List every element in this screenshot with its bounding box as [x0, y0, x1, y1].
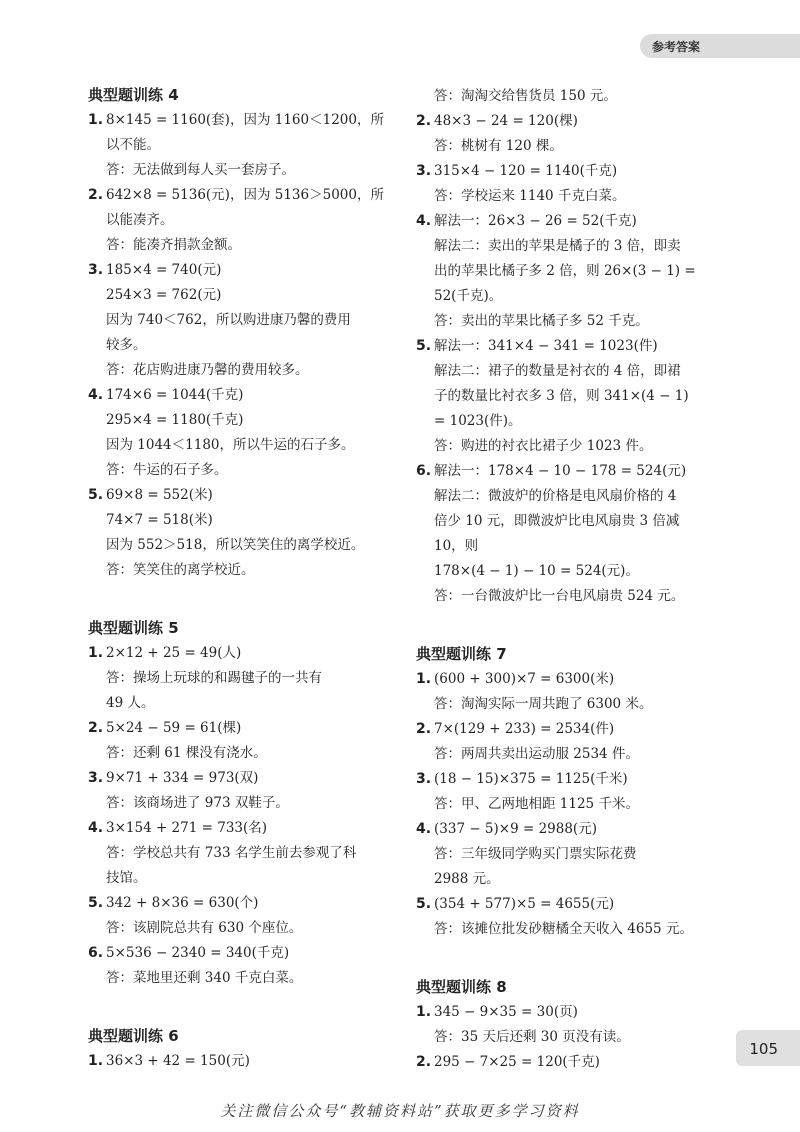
section-5-items: [88, 641, 408, 991]
list-item: [88, 483, 408, 583]
answer-line: 因为 552＞518，所以笑笑住的离学校近。: [106, 537, 365, 553]
answer-line: 7×(129 + 233) = 2534(件): [434, 721, 615, 737]
answer-line: 答：淘淘实际一周共跑了 6300 米。: [434, 696, 653, 712]
right-column: [416, 84, 736, 1075]
answer-line: 技馆。: [106, 870, 147, 886]
answer-line: 以不能。: [106, 137, 160, 153]
answer-line: 答：牛运的石子多。: [106, 462, 228, 478]
answer-line: 185×4 = 740(元): [106, 262, 222, 278]
answer-line: 解法二：裙子的数量是衬衣的 4 倍，即裙: [434, 363, 681, 379]
answer-line: 52(千克)。: [434, 288, 503, 304]
footer-note: 关注微信公众号“教辅资料站”获取更多学习资料: [220, 1102, 580, 1120]
answer-line: 642×8 = 5136(元)，因为 5136＞5000，所: [106, 187, 384, 203]
item-number: 3.: [416, 163, 432, 179]
list-item: [416, 334, 736, 459]
answer-line: 答：甲、乙两地相距 1125 千米。: [434, 796, 639, 812]
item-number: 6.: [88, 945, 104, 961]
list-item: [416, 767, 736, 817]
item-number: 3.: [416, 771, 432, 787]
answer-line: 答：三年级同学购买门票实际花费: [434, 846, 637, 862]
answer-line: 69×8 = 552(米): [106, 487, 213, 503]
answer-line: 答：能凑齐捐款金额。: [106, 237, 241, 253]
answer-line: 答：操场上玩球的和踢毽子的一共有: [106, 670, 322, 686]
answer-line: 解法一：341×4 − 341 = 1023(件): [434, 338, 658, 354]
list-item: [416, 159, 736, 209]
item-number: 5.: [88, 487, 104, 503]
answer-line: 答：淘淘交给售货员 150 元。: [434, 88, 617, 104]
answer-line: 子的数量比衬衣多 3 倍，则 341×(4 − 1): [434, 388, 689, 404]
answer-line: 5×536 − 2340 = 340(千克): [106, 945, 290, 961]
list-item: [416, 1050, 736, 1075]
answer-line: 答：桃树有 120 棵。: [434, 138, 563, 154]
answer-line: 3×154 + 271 = 733(名): [106, 820, 268, 836]
item-number: 5.: [416, 338, 432, 354]
list-item: [88, 183, 408, 258]
list-item: [416, 1000, 736, 1050]
answer-line: (18 − 15)×375 = 1125(千米): [434, 771, 628, 787]
list-item: [416, 817, 736, 892]
answer-line: 解法一：26×3 − 26 = 52(千克): [434, 213, 637, 229]
section-title-5: 典型题训练 5: [88, 619, 179, 637]
answer-line: 74×7 = 518(米): [106, 512, 213, 528]
section-8-items: [416, 1000, 736, 1075]
list-item: [88, 766, 408, 816]
list-item: [416, 667, 736, 717]
item-number: 4.: [416, 213, 432, 229]
answer-line: 因为 740＜762，所以购进康乃馨的费用: [106, 312, 351, 328]
answer-line: 答：该剧院总共有 630 个座位。: [106, 920, 303, 936]
item-number: 4.: [88, 820, 104, 836]
answer-line: (337 − 5)×9 = 2988(元): [434, 821, 597, 837]
list-item: [88, 108, 408, 183]
answer-line: 178×(4 − 1) − 10 = 524(元)。: [434, 563, 639, 579]
answer-line: 答：该商场进了 973 双鞋子。: [106, 795, 289, 811]
answer-line: 倍少 10 元，即微波炉比电风扇贵 3 倍减: [434, 513, 680, 529]
section-title-6: 典型题训练 6: [88, 1027, 179, 1045]
answer-line: (354 + 577)×5 = 4655(元): [434, 896, 615, 912]
list-item: [88, 641, 408, 716]
section-title-4: 典型题训练 4: [88, 86, 179, 104]
item-number: 5.: [88, 895, 104, 911]
list-item: [88, 258, 408, 383]
item-number: 1.: [88, 645, 104, 661]
answer-line: 因为 1044＜1180，所以牛运的石子多。: [106, 437, 355, 453]
answer-line: 答：学校运来 1140 千克白菜。: [434, 188, 626, 204]
item-number: 1.: [416, 671, 432, 687]
answer-line: 答：35 天后还剩 30 页没有读。: [434, 1029, 630, 1045]
answer-line: 2×12 + 25 = 49(人): [106, 645, 242, 661]
answer-line: 10，则: [434, 538, 479, 554]
answer-line: 解法一：178×4 − 10 − 178 = 524(元): [434, 463, 687, 479]
answer-line: 答：购进的衬衣比裙子少 1023 件。: [434, 438, 653, 454]
answer-line: (600 + 300)×7 = 6300(米): [434, 671, 615, 687]
list-item: [88, 1049, 408, 1074]
page-header: 参考答案: [652, 40, 701, 54]
list-item: [416, 209, 736, 334]
answer-line: 出的苹果比橘子多 2 倍，则 26×(3 − 1) =: [434, 263, 696, 279]
item-number: 1.: [88, 1053, 104, 1069]
answer-line: 解法二：卖出的苹果是橘子的 3 倍，即卖: [434, 238, 681, 254]
section-7-items: [416, 667, 736, 942]
answer-line: 5×24 − 59 = 61(棵): [106, 720, 242, 736]
item-number: 2.: [88, 720, 104, 736]
item-number: 1.: [88, 112, 104, 128]
answer-line: 315×4 − 120 = 1140(千克): [434, 163, 618, 179]
section-6-items-right: [416, 109, 736, 609]
list-item: [88, 891, 408, 941]
item-number: 1.: [416, 1004, 432, 1020]
item-number: 2.: [416, 113, 432, 129]
answer-line: 48×3 − 24 = 120(棵): [434, 113, 578, 129]
list-item: [88, 941, 408, 991]
answer-line: 答：学校总共有 733 名学生前去参观了科: [106, 845, 357, 861]
answer-line: = 1023(件)。: [434, 413, 522, 429]
list-item: [88, 383, 408, 483]
answer-line: 解法二：微波炉的价格是电风扇价格的 4: [434, 488, 677, 504]
answer-line: 36×3 + 42 = 150(元): [106, 1053, 250, 1069]
answer-line: 答：两周共卖出运动服 2534 件。: [434, 746, 639, 762]
answer-line: 2988 元。: [434, 871, 500, 887]
item-number: 2.: [88, 187, 104, 203]
answer-line: 答：还剩 61 棵没有浇水。: [106, 745, 267, 761]
answer-line: 答：一台微波炉比一台电风扇贵 524 元。: [434, 588, 685, 604]
list-item: [416, 459, 736, 609]
answer-line: 答：花店购进康乃馨的费用较多。: [106, 362, 309, 378]
item-number: 4.: [88, 387, 104, 403]
answer-line: 答：笑笑住的离学校近。: [106, 562, 255, 578]
item-number: 2.: [416, 1054, 432, 1070]
answer-line: 以能凑齐。: [106, 212, 174, 228]
item-number: 2.: [416, 721, 432, 737]
section-title-8: 典型题训练 8: [416, 978, 507, 996]
section-title-7: 典型题训练 7: [416, 645, 507, 663]
list-item: [88, 816, 408, 891]
answer-line: 答：卖出的苹果比橘子多 52 千克。: [434, 313, 649, 329]
answer-line: 295 − 7×25 = 120(千克): [434, 1054, 600, 1070]
answer-line: 254×3 = 762(元): [106, 287, 222, 303]
answer-line: 9×71 + 334 = 973(双): [106, 770, 259, 786]
section-6-items-left: [88, 1049, 408, 1074]
answer-line: 答：该摊位批发砂糖橘全天收入 4655 元。: [434, 921, 693, 937]
answer-line: 较多。: [106, 337, 147, 353]
answer-line: 174×6 = 1044(千克): [106, 387, 244, 403]
item-number: 3.: [88, 770, 104, 786]
section-4-items: [88, 108, 408, 583]
answer-line: 答：无法做到每人买一套房子。: [106, 162, 295, 178]
item-number: 3.: [88, 262, 104, 278]
list-item: [88, 716, 408, 766]
left-column: [88, 80, 408, 1074]
answer-line: 342 + 8×36 = 630(个): [106, 895, 259, 911]
item-number: 5.: [416, 896, 432, 912]
page-number: 105: [749, 1040, 778, 1058]
list-item: [416, 109, 736, 159]
item-number: 6.: [416, 463, 432, 479]
list-item: [416, 717, 736, 767]
item-number: 4.: [416, 821, 432, 837]
list-item: [416, 84, 736, 109]
answer-line: 答：菜地里还剩 340 千克白菜。: [106, 970, 303, 986]
list-item: [416, 892, 736, 942]
answer-line: 295×4 = 1180(千克): [106, 412, 244, 428]
answer-line: 49 人。: [106, 695, 155, 711]
answer-line: 8×145 = 1160(套)，因为 1160＜1200，所: [106, 112, 384, 128]
answer-line: 345 − 9×35 = 30(页): [434, 1004, 578, 1020]
